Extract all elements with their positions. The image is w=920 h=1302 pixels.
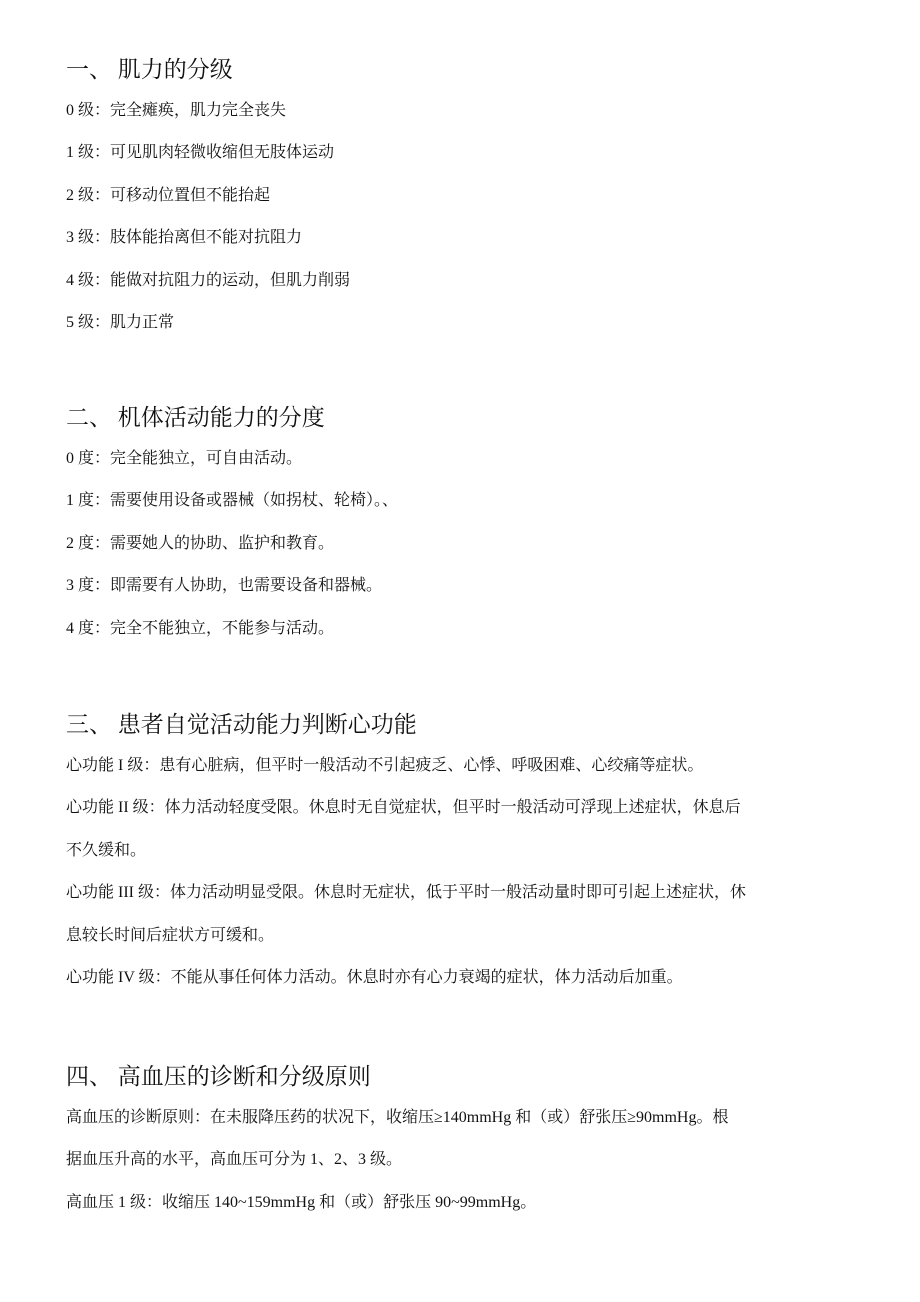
list-item: 心功能 IV 级：不能从事任何体力活动。休息时亦有心力衰竭的症状，体力活动后加重。 [66, 968, 683, 986]
list-item: 4 级：能做对抗阻力的运动，但肌力削弱 [66, 271, 351, 289]
section-muscle-strength [66, 50, 866, 344]
list-item: 2 级：可移动位置但不能抬起 [66, 186, 271, 204]
section-heading: 二、 机体活动能力的分度 [66, 405, 325, 430]
list-item: 1 度：需要使用设备或器械（如拐杖、轮椅）。、 [66, 492, 399, 510]
list-item: 据血压升高的水平，高血压可分为 1、2、3 级。 [66, 1151, 403, 1169]
list-item: 息较长时间后症状方可缓和。 [66, 926, 275, 944]
section-activity-ability [66, 398, 866, 650]
list-item: 2 度：需要她人的协助、监护和教育。 [66, 534, 335, 552]
list-item: 1 级：可见肌肉轻微收缩但无肢体运动 [66, 144, 335, 162]
list-item: 4 度：完全不能独立，不能参与活动。 [66, 619, 335, 637]
section-heading: 四、 高血压的诊断和分级原则 [66, 1064, 371, 1089]
section-heading: 三、 患者自觉活动能力判断心功能 [66, 712, 417, 737]
section-heart-function [66, 705, 866, 999]
section-hypertension [66, 1057, 866, 1224]
list-item: 高血压 1 级：收缩压 140~159mmHg 和（或）舒张压 90~99mmHg。 [66, 1193, 537, 1211]
list-item: 高血压的诊断原则：在未服降压药的状况下，收缩压≥140mmHg 和（或）舒张压≥90mmHg。根 [66, 1109, 729, 1126]
list-item: 不久缓和。 [66, 841, 147, 859]
list-item: 心功能 I 级：患有心脏病，但平时一般活动不引起疲乏、心悸、呼吸困难、心绞痛等症状。 [66, 757, 704, 774]
list-item: 3 度：即需要有人协助，也需要设备和器械。 [66, 577, 383, 595]
section-heading: 一、 肌力的分级 [66, 57, 233, 82]
list-item: 0 级：完全瘫痪，肌力完全丧失 [66, 102, 287, 119]
list-item: 5 级：肌力正常 [66, 313, 175, 331]
list-item: 心功能 II 级：体力活动轻度受限。休息时无自觉症状，但平时一般活动可浮现上述症状，休息后 [66, 799, 741, 817]
list-item: 心功能 III 级：体力活动明显受限。休息时无症状，低于平时一般活动量时即可引起上述症状，休 [66, 884, 746, 902]
list-item: 0 度：完全能独立，可自由活动。 [66, 450, 303, 467]
list-item: 3 级：肢体能抬离但不能对抗阻力 [66, 229, 303, 247]
